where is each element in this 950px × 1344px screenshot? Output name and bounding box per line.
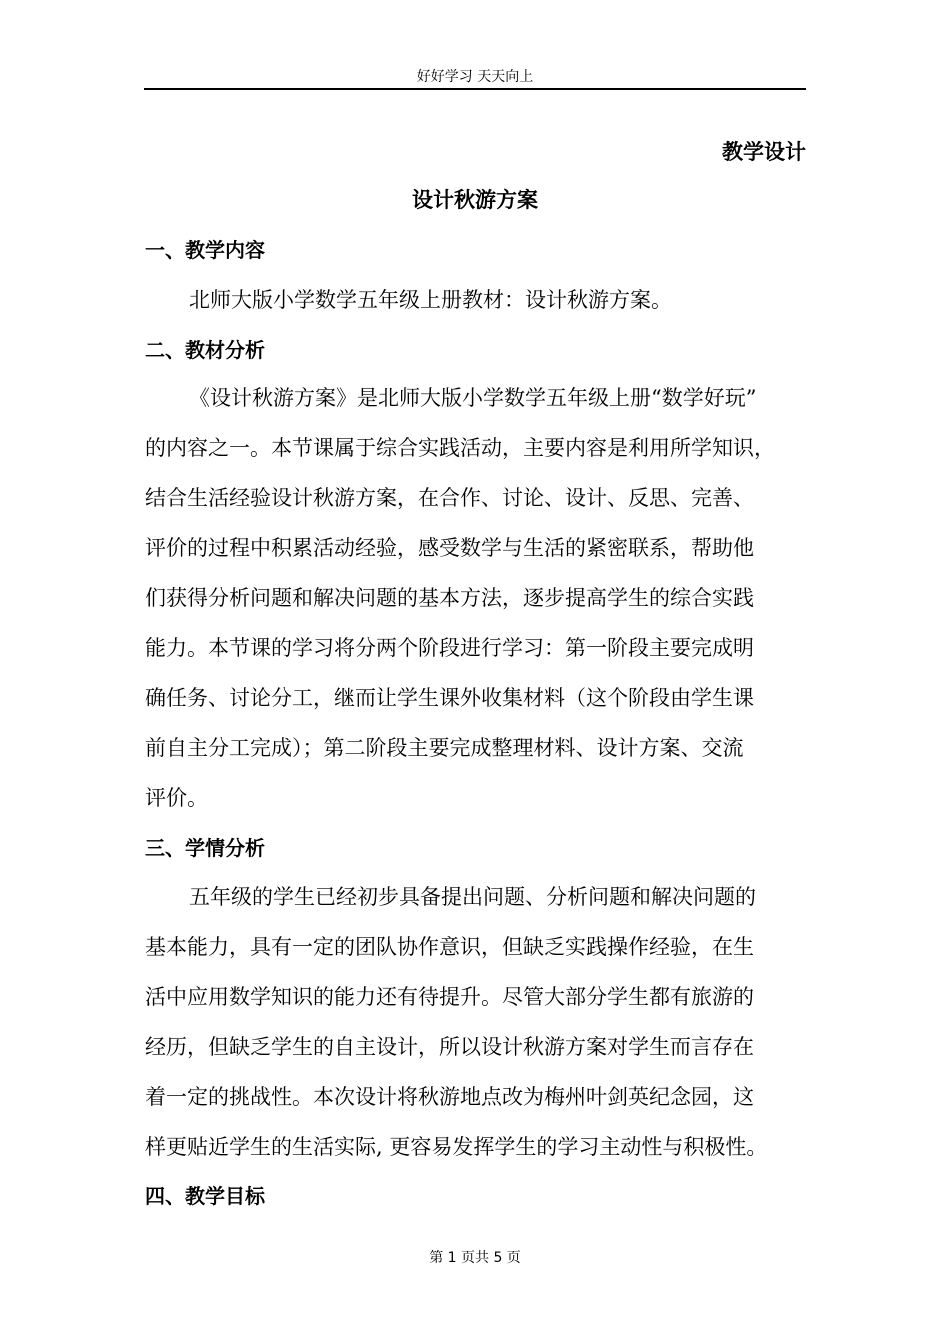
- paragraph-line: 评价的过程中积累活动经验，感受数学与生活的紧密联系，帮助他: [145, 536, 754, 560]
- paragraph-line: 前自主分工完成）；第二阶段主要完成整理材料、设计方案、交流: [145, 736, 744, 760]
- document-type-label: 教学设计: [722, 140, 806, 164]
- page-footer: 第 1 页共 5 页: [429, 1250, 521, 1266]
- section-body-teaching-content: [145, 275, 817, 325]
- paragraph-line: 们获得分析问题和解决问题的基本方法，逐步提高学生的综合实践: [145, 586, 754, 610]
- paragraph-line: 基本能力，具有一定的团队协作意识，但缺乏实践操作经验，在生: [145, 935, 754, 959]
- paragraph-line: 五年级的学生已经初步具备提出问题、分析问题和解决问题的: [189, 885, 756, 909]
- running-header: 好好学习 天天向上: [416, 69, 534, 85]
- header-rule: [144, 88, 806, 90]
- paragraph-line: 结合生活经验设计秋游方案，在合作、讨论、设计、反思、完善、: [145, 486, 754, 510]
- paragraph-line: 经历，但缺乏学生的自主设计，所以设计秋游方案对学生而言存在: [145, 1035, 754, 1059]
- paragraph-line: 着一定的挑战性。本次设计将秋游地点改为梅州叶剑英纪念园，这: [145, 1085, 754, 1109]
- paragraph-line: 的内容之一。本节课属于综合实践活动，主要内容是利用所学知识，: [145, 436, 775, 460]
- section-body-material-analysis: [145, 373, 817, 823]
- paragraph-line: 确任务、讨论分工，继而让学生课外收集材料（这个阶段由学生课: [145, 686, 754, 710]
- document-title: 设计秋游方案: [412, 188, 538, 212]
- section-heading-teaching-content: 一、教学内容: [145, 238, 265, 262]
- section-heading-material-analysis: 二、教材分析: [145, 338, 265, 362]
- paragraph-line: 《设计秋游方案》是北师大版小学数学五年级上册“数学好玩”: [189, 386, 757, 410]
- section-heading-learner-analysis: 三、学情分析: [145, 836, 265, 860]
- paragraph-line: 北师大版小学数学五年级上册教材：设计秋游方案。: [189, 288, 672, 312]
- section-body-learner-analysis: [145, 872, 817, 1172]
- paragraph-line: 样更贴近学生的生活实际, 更容易发挥学生的学习主动性与积极性。: [145, 1135, 768, 1159]
- section-heading-teaching-goals: 四、教学目标: [145, 1184, 265, 1208]
- paragraph-line: 评价。: [145, 786, 208, 810]
- paragraph-line: 能力。本节课的学习将分两个阶段进行学习：第一阶段主要完成明: [145, 636, 754, 660]
- paragraph-line: 活中应用数学知识的能力还有待提升。尽管大部分学生都有旅游的: [145, 985, 754, 1009]
